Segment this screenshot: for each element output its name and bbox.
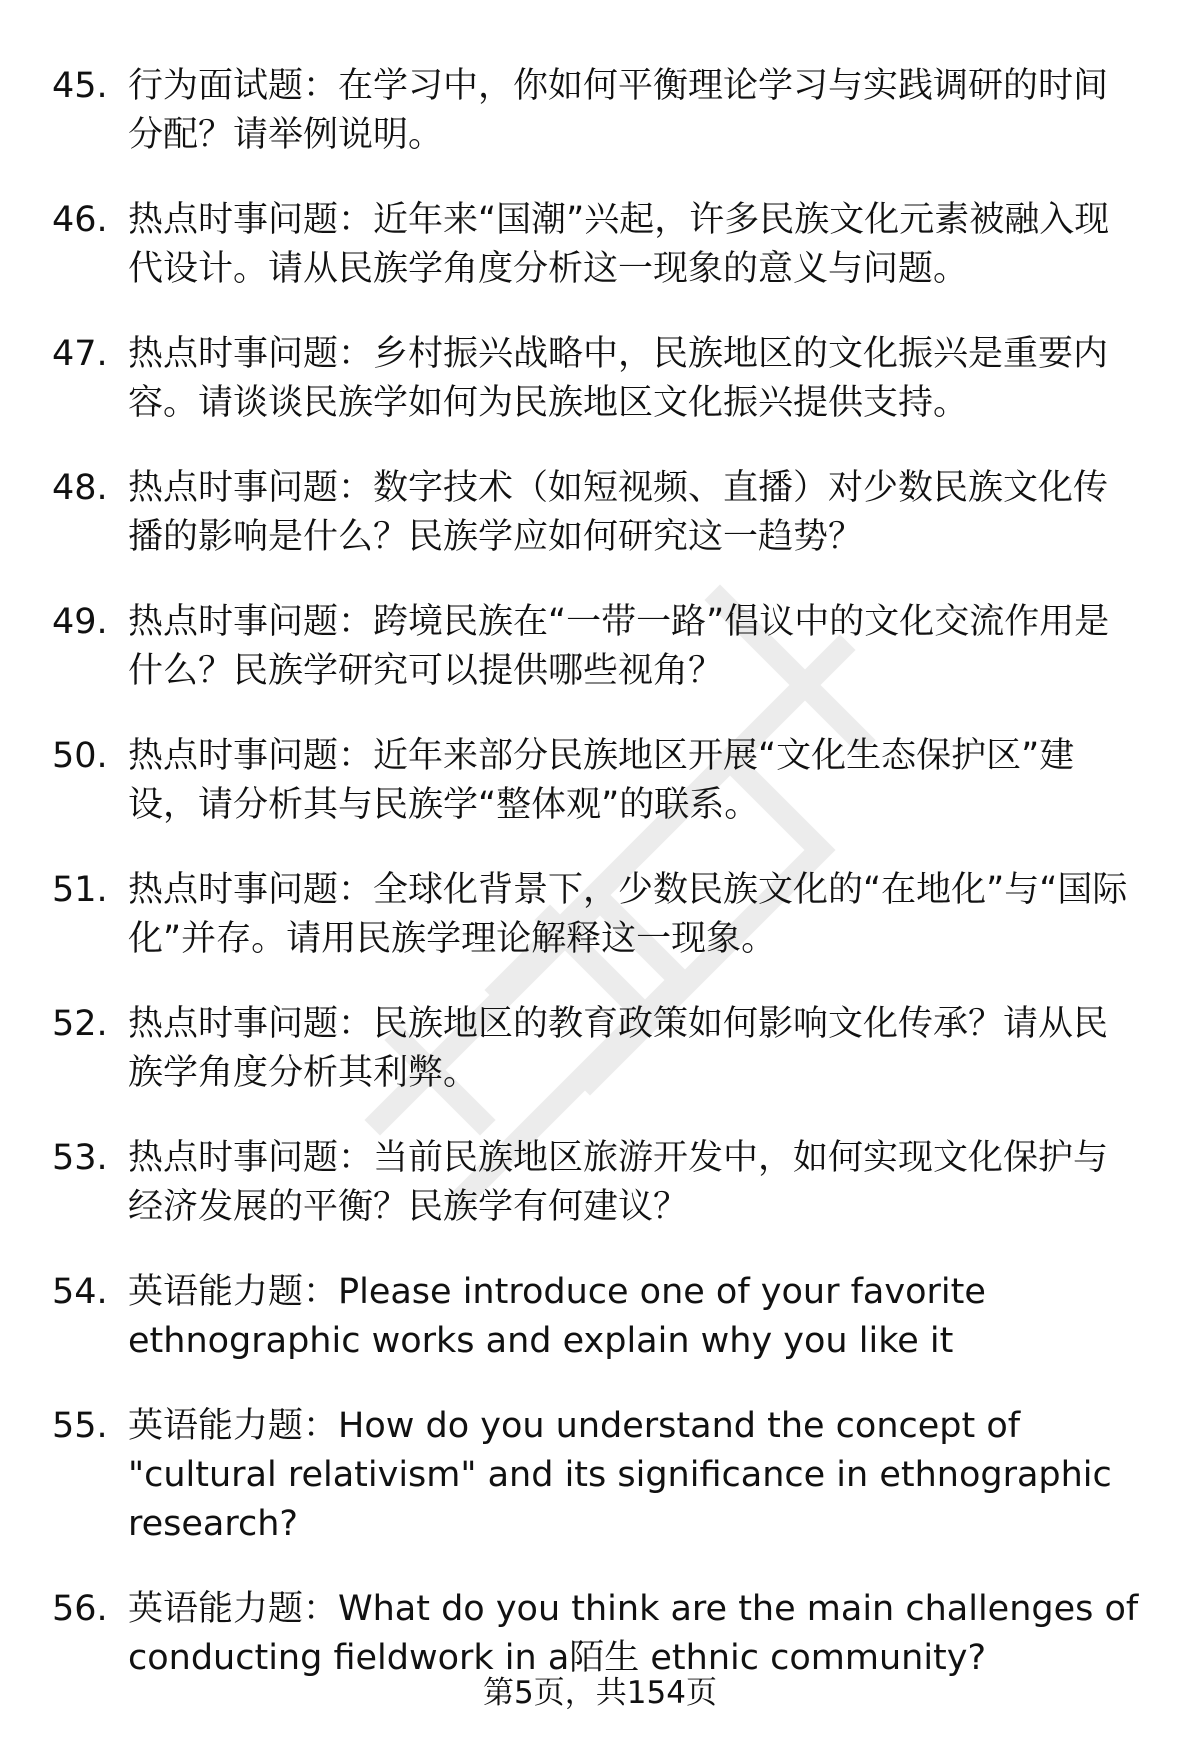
question-text: 热点时事问题：当前民族地区旅游开发中，如何实现文化保护与经济发展的平衡？民族学有何建议？ — [128, 1138, 1109, 1227]
question-text: 热点时事问题：全球化背景下，少数民族文化的“在地化”与“国际化”并存。请用民族学理论解释这一现象。 — [128, 870, 1128, 959]
question-number: 48. — [52, 468, 108, 508]
question-number: 56. — [52, 1589, 108, 1629]
question-item — [52, 1268, 1142, 1366]
question-item — [52, 1585, 1142, 1683]
question-item — [52, 1134, 1142, 1232]
question-item — [52, 1000, 1142, 1098]
question-number: 52. — [52, 1004, 108, 1044]
question-text: 热点时事问题：民族地区的教育政策如何影响文化传承？请从民族学角度分析其利弊。 — [128, 1004, 1109, 1093]
question-text: 行为面试题：在学习中，你如何平衡理论学习与实践调研的时间分配？请举例说明。 — [128, 66, 1109, 155]
question-text: 英语能力题：What do you think are the main challenges of conducting fieldwork in a陌生 ethnic community? — [128, 1589, 1139, 1678]
question-number: 45. — [52, 66, 108, 106]
question-item — [52, 62, 1142, 160]
question-item — [52, 196, 1142, 294]
question-number: 49. — [52, 602, 108, 642]
question-item — [52, 464, 1142, 562]
question-item — [52, 330, 1142, 428]
question-item — [52, 732, 1142, 830]
question-text: 英语能力题：How do you understand the concept of "cultural relativism" and its significance in ethnographic research? — [128, 1406, 1112, 1544]
question-number: 46. — [52, 200, 108, 240]
question-item — [52, 1402, 1142, 1549]
page-footer: 第5页，共154页 — [483, 1675, 717, 1711]
question-number: 53. — [52, 1138, 108, 1178]
question-number: 47. — [52, 334, 108, 374]
question-list — [52, 62, 1142, 1719]
question-text: 热点时事问题：近年来“国潮”兴起，许多民族文化元素被融入现代设计。请从民族学角度分析这一现象的意义与问题。 — [128, 200, 1110, 289]
question-number: 54. — [52, 1272, 108, 1312]
question-number: 50. — [52, 736, 108, 776]
question-number: 51. — [52, 870, 108, 910]
question-text: 热点时事问题：数字技术（如短视频、直播）对少数民族文化传播的影响是什么？民族学应如何研究这一趋势？ — [128, 468, 1109, 557]
question-text: 热点时事问题：跨境民族在“一带一路”倡议中的文化交流作用是什么？民族学研究可以提供哪些视角？ — [128, 602, 1110, 691]
question-text: 热点时事问题：乡村振兴战略中，民族地区的文化振兴是重要内容。请谈谈民族学如何为民族地区文化振兴提供支持。 — [128, 334, 1109, 423]
question-text: 热点时事问题：近年来部分民族地区开展“文化生态保护区”建设，请分析其与民族学“整体观”的联系。 — [128, 736, 1075, 825]
question-item — [52, 598, 1142, 696]
question-number: 55. — [52, 1406, 108, 1446]
question-item — [52, 866, 1142, 964]
question-text: 英语能力题：Please introduce one of your favorite ethnographic works and explain why you like it — [128, 1272, 986, 1361]
